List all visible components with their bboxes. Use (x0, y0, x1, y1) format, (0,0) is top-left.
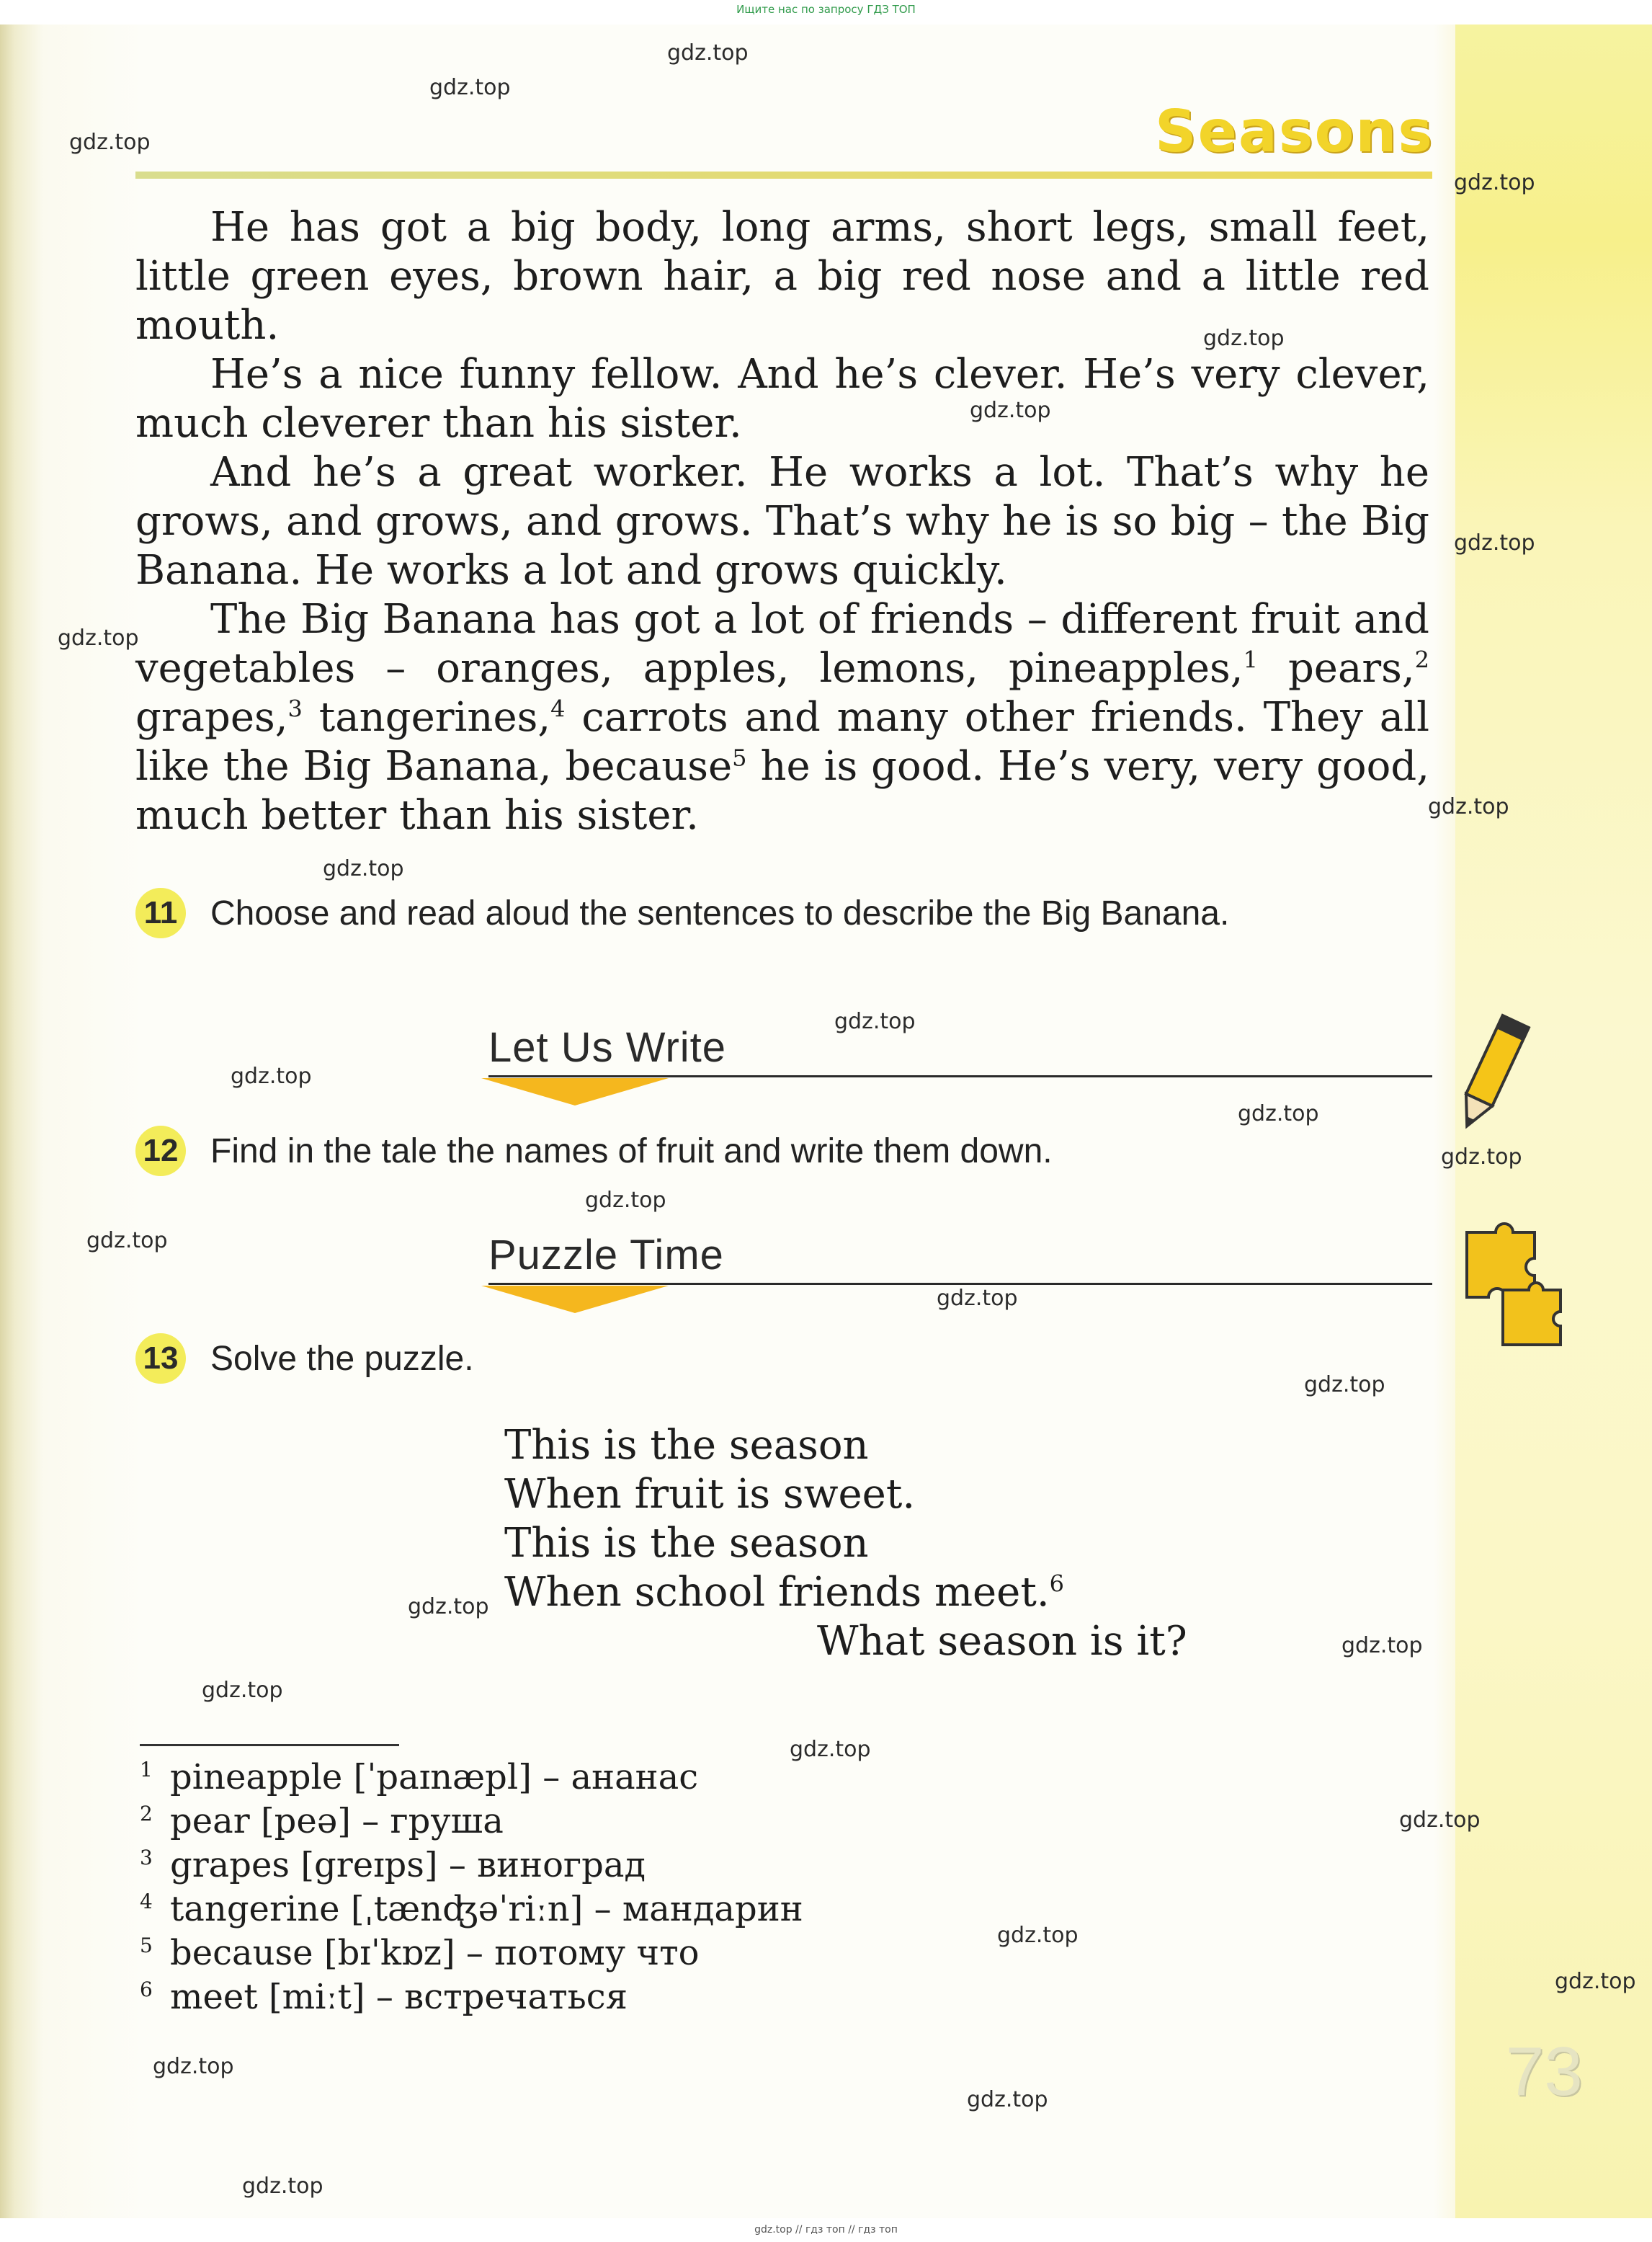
exercise-instruction: Solve the puzzle. (210, 1340, 474, 1378)
watermark: gdz.top (967, 2087, 1048, 2112)
footnote-number: 2 (140, 1802, 153, 1825)
footnote-number: 3 (140, 1846, 153, 1869)
puzzle-poem (504, 1421, 1187, 1666)
footnote-item (140, 1756, 803, 1800)
footnote-text: pear [peə] – груша (170, 1801, 504, 1841)
poem-line: When fruit is sweet. (504, 1471, 916, 1518)
watermark: gdz.top (202, 1678, 283, 1703)
poem-line: This is the season (504, 1422, 869, 1469)
poem-line: This is the season (504, 1520, 869, 1567)
footnote-text: meet [miːt] – встречаться (170, 1977, 628, 2017)
footnote-ref: 1 (1243, 646, 1258, 674)
section-title: Let Us Write (488, 1024, 727, 1071)
exercise-13 (135, 1333, 1432, 1391)
watermark: gdz.top (58, 626, 139, 651)
watermark: gdz.top (970, 398, 1051, 423)
footnote-item (140, 1800, 803, 1843)
watermark: gdz.top (429, 75, 511, 100)
watermark: gdz.top (790, 1737, 871, 1762)
story-text-run: The Big Banana has got a lot of friends – different fruit and vegetables – oranges, apples, lemons, pineapples, (135, 596, 1429, 692)
arrow-down-icon (481, 1078, 669, 1106)
footnote-number: 4 (140, 1890, 153, 1913)
section-let-us-write (135, 1023, 1432, 1088)
watermark: gdz.top (408, 1594, 489, 1619)
footnote-ref: 5 (732, 744, 747, 772)
footnote-number: 6 (140, 1978, 153, 2001)
story-text-run: he is good. He’s very, very good, much better than his sister. (135, 743, 1429, 839)
story-text (135, 203, 1429, 840)
exercise-12 (135, 1126, 1432, 1183)
poem-question: What season is it? (817, 1618, 1187, 1665)
footnote-ref: 6 (1049, 1570, 1064, 1598)
poem-line (504, 1568, 1187, 1617)
watermark: gdz.top (1454, 170, 1535, 195)
section-title: Puzzle Time (488, 1232, 724, 1278)
watermark: gdz.top (937, 1286, 1018, 1311)
top-note: Ищите нас по запросу ГДЗ ТОП (736, 3, 916, 16)
story-paragraph: He’s a nice funny fellow. And he’s clever. He’s very clever, much cleverer than his sister. (135, 351, 1429, 447)
footnote-text: pineapple [ˈpaɪnæpl] – ананас (170, 1757, 699, 1797)
watermark: gdz.top (1454, 530, 1535, 556)
watermark: gdz.top (323, 856, 404, 881)
watermark: gdz.top (997, 1923, 1079, 1948)
watermark: gdz.top (69, 130, 151, 155)
watermark: gdz.top (1428, 794, 1509, 819)
watermark: gdz.top (86, 1228, 168, 1253)
footnote-item (140, 1843, 803, 1887)
watermark: gdz.top (242, 2174, 323, 2199)
section-puzzle-time (135, 1231, 1432, 1296)
footnote-number: 5 (140, 1934, 153, 1957)
watermark: gdz.top (1555, 1969, 1636, 1994)
story-text-run: tangerines, (302, 694, 551, 741)
story-text-run: pears, (1257, 645, 1415, 692)
watermark: gdz.top (153, 2054, 234, 2079)
footnote-ref: 3 (287, 695, 303, 723)
footnote-rule (140, 1744, 399, 1746)
exercise-number-badge: 11 (135, 888, 186, 938)
watermark: gdz.top (585, 1188, 666, 1213)
watermark: gdz.top (231, 1064, 312, 1089)
story-paragraph (135, 595, 1429, 840)
story-paragraph: And he’s a great worker. He works a lot. That’s why he grows, and grows, and grows. That’s why he is so big – the Big Banana. He works a lot and grows quickly. (135, 449, 1429, 594)
footnote-number: 1 (140, 1758, 153, 1781)
bottom-note: gdz.top // гдз топ // гдз топ (754, 2224, 898, 2236)
footnote-ref: 2 (1414, 646, 1430, 674)
exercise-number-badge: 13 (135, 1333, 186, 1384)
footnote-item (140, 1975, 803, 2019)
watermark: gdz.top (1441, 1144, 1522, 1170)
poem-text-run: When school friends meet. (504, 1569, 1050, 1616)
footnote-text: grapes [greɪps] – виноград (170, 1845, 646, 1885)
footnote-text: tangerine [ˌtænʤəˈriːn] – мандарин (170, 1889, 803, 1929)
footnote-item (140, 1887, 803, 1931)
footnote-item (140, 1931, 803, 1975)
header-rule (135, 172, 1432, 179)
story-paragraph: He has got a big body, long arms, short legs, small feet, little green eyes, brown hair, a big red nose and a little red mouth. (135, 204, 1429, 349)
section-rule (488, 1075, 1432, 1077)
page-title: Seasons (1154, 98, 1434, 165)
watermark: gdz.top (667, 40, 749, 66)
watermark: gdz.top (1304, 1372, 1385, 1397)
exercise-11 (135, 888, 1432, 974)
section-rule (488, 1283, 1432, 1285)
pencil-icon (1448, 1009, 1535, 1142)
exercise-number-badge: 12 (135, 1126, 186, 1176)
watermark: gdz.top (1399, 1807, 1481, 1833)
page-number: 73 (1506, 2033, 1583, 2110)
watermark: gdz.top (1203, 326, 1285, 351)
puzzle-piece-icon (1452, 1218, 1568, 1351)
watermark: gdz.top (834, 1009, 916, 1034)
arrow-down-icon (481, 1286, 669, 1313)
footnote-text: because [bɪˈkɒz] – потому что (170, 1933, 700, 1973)
footnote-ref: 4 (550, 695, 566, 723)
watermark: gdz.top (1238, 1101, 1319, 1126)
story-text-run: carrots and many other friends. They all like the Big Banana, because (135, 694, 1429, 790)
watermark: gdz.top (1341, 1633, 1423, 1658)
exercise-instruction: Find in the tale the names of fruit and write them down. (210, 1132, 1053, 1170)
story-text-run: grapes, (135, 694, 288, 741)
footnotes (140, 1756, 803, 2019)
exercise-instruction: Choose and read aloud the sentences to describe the Big Banana. (210, 894, 1230, 933)
